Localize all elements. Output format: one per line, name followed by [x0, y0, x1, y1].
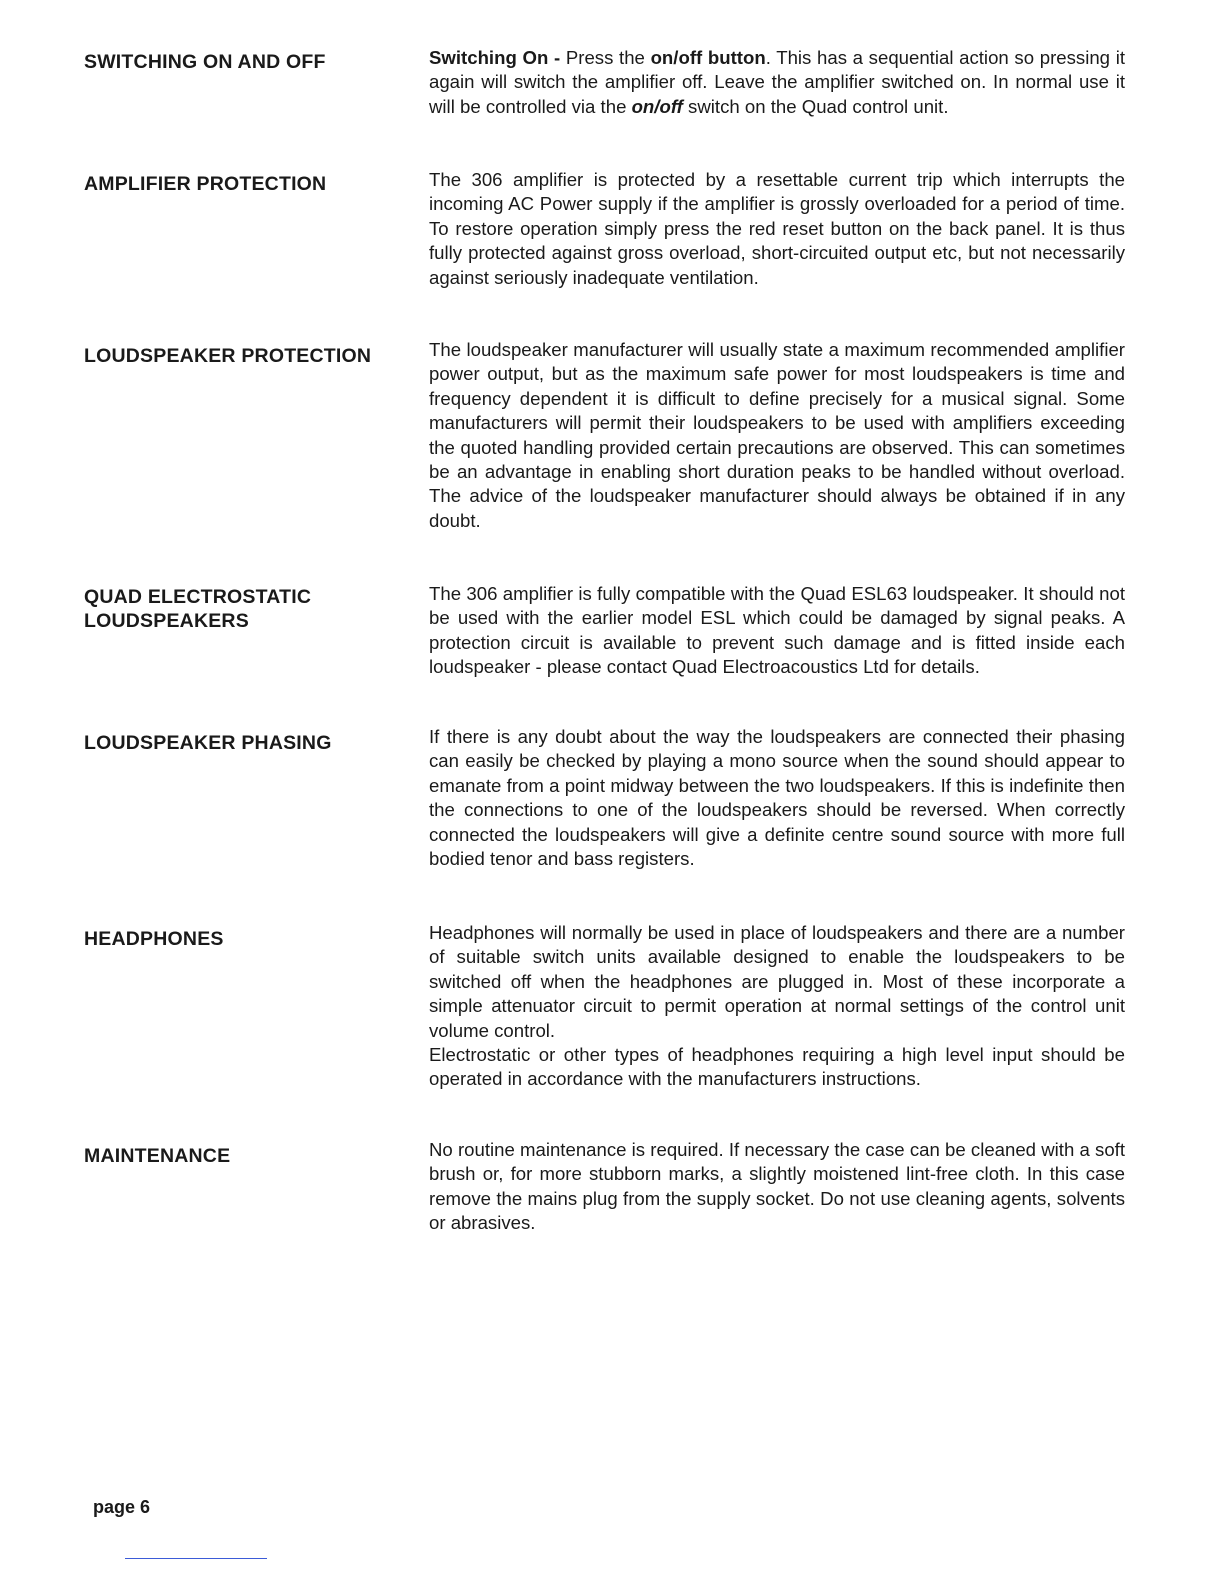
section-paragraph: The loudspeaker manufacturer will usually state a maximum recommended amplifier power output, but as the maximum safe power for most loudspeakers is time and frequency dependent it is difficult to define precisely for a musical signal. Some manufacturers will permit their loudspeakers to be used with amplifiers exceeding the quoted handling provided certain precautions are observed. This can sometimes be an advantage in enabling short duration peaks to be handled without overload. The advice of the loudspeaker manufacturer should always be obtained if in any doubt. [429, 339, 1125, 531]
section-heading: HEADPHONES [84, 928, 224, 950]
section-heading: SWITCHING ON AND OFF [84, 51, 326, 73]
section-heading [84, 585, 404, 633]
section-body [429, 921, 1125, 1092]
section-paragraph: Headphones will normally be used in place of loudspeakers and there are a number of suitable switch units available designed to enable the loudspeakers to be switched off when the headphones are plugged in. Most of these incorporate a simple attenuator circuit to permit operation at normal settings of the control unit volume control. [429, 922, 1125, 1041]
intro-bold-text: Switching On - [429, 47, 561, 68]
section-paragraph: If there is any doubt about the way the loudspeakers are connected their phasing can easily be checked by playing a mono source when the sound should appear to emanate from a point midway between the two loudspeakers. If this is indefinite then the connections to one of the loudspeakers should be reversed. When correctly connected the loudspeakers will give a definite centre sound source with more full bodied tenor and bass registers. [429, 726, 1125, 870]
section-body [429, 582, 1125, 680]
page-number: page 6 [93, 1497, 151, 1517]
heading-line: LOUDSPEAKERS [84, 610, 249, 632]
section-body [429, 1138, 1125, 1236]
section-body [429, 46, 1125, 119]
section-heading: LOUDSPEAKER PHASING [84, 732, 332, 754]
section-paragraph: Electrostatic or other types of headphones requiring a high level input should be operated in accordance with the manufacturers instructions. [429, 1044, 1125, 1090]
footer-rule [125, 1558, 267, 1559]
body-text: . This has a sequential action so pressing it again will switch the amplifier off. Leave the amplifier switched on. In normal use it will be controlled via the [429, 47, 1125, 117]
body-text: Press the [560, 47, 651, 68]
section-body [429, 725, 1125, 871]
section-paragraph: The 306 amplifier is protected by a resettable current trip which interrupts the incoming AC Power supply if the amplifier is grossly overloaded for a period of time. To restore operation simply press the red reset button on the back panel. It is thus fully protected against gross overload, short-circuited output etc, but not necessarily against seriously inadequate ventilation. [429, 169, 1125, 288]
section-body [429, 168, 1125, 290]
heading-line: QUAD ELECTROSTATIC [84, 586, 312, 608]
body-text: switch on the Quad control unit. [682, 95, 949, 117]
section-heading: MAINTENANCE [84, 1145, 231, 1167]
section-paragraph [429, 46, 1125, 119]
section-heading: LOUDSPEAKER PROTECTION [84, 345, 372, 367]
section-paragraph: The 306 amplifier is fully compatible with the Quad ESL63 loudspeaker. It should not be used with the earlier model ESL which could be damaged by signal peaks. A protection circuit is available to prevent such damage and is fitted inside each loudspeaker - please contact Quad Electroacoustics Ltd for details. [429, 583, 1125, 678]
section-heading: AMPLIFIER PROTECTION [84, 173, 327, 195]
section-body [429, 338, 1125, 533]
section-paragraph: No routine maintenance is required. If necessary the case can be cleaned with a soft brush or, for more stubborn marks, a slightly moistened lint-free cloth. In this case remove the mains plug from the supply socket. Do not use cleaning agents, solvents or abrasives. [429, 1139, 1125, 1234]
button-name-text: on/off button [650, 47, 766, 68]
switch-name-text: on/off [631, 95, 683, 117]
